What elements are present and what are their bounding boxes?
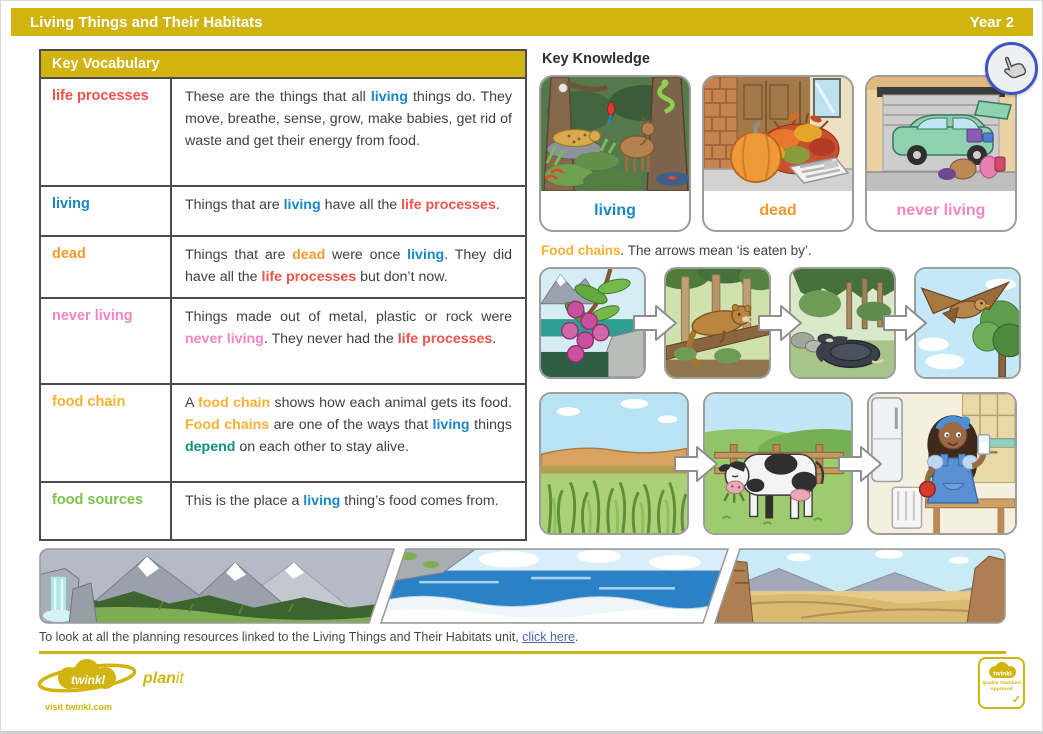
vocab-row-life-processes — [41, 79, 525, 185]
planit-wordmark: planit — [143, 670, 184, 687]
note-text: To look at all the planning resources linked to the Living Things and Their Habitats unit, — [39, 630, 523, 644]
twinkl-planit-logo — [37, 656, 247, 716]
card-label-dead: dead — [759, 201, 797, 219]
year-badge: Year 2 — [969, 13, 1014, 31]
vocab-row-food-sources — [41, 481, 525, 539]
rainforest-living-illustration — [541, 77, 689, 191]
vocab-row-food-chain — [41, 383, 525, 481]
card-dead — [702, 75, 854, 232]
card-label-never-living: never living — [896, 201, 986, 219]
bird-of-prey-illustration — [914, 267, 1021, 379]
food-chain-1 — [539, 267, 1021, 379]
grass-field-illustration — [539, 392, 689, 535]
cursor-overlay — [985, 42, 1038, 95]
vocab-row-never-living — [41, 297, 525, 383]
vocab-definition: Things made out of metal, plastic or rock were never living. They never had the life processes. — [185, 309, 512, 347]
vocab-definition: Things that are dead were once living. They did have all the life processes but don’t now. — [185, 247, 512, 285]
key-knowledge-heading: Key Knowledge — [542, 51, 650, 67]
desert-habitat-illustration — [715, 548, 1006, 624]
quality-standard-badge — [978, 657, 1025, 709]
card-label-living: living — [594, 201, 636, 219]
planning-resources-note — [39, 630, 578, 644]
food-chain-2 — [539, 392, 1017, 535]
is-eaten-by-arrow — [757, 303, 803, 343]
page-title: Living Things and Their Habitats — [30, 13, 263, 31]
click-here-link[interactable]: click here — [522, 630, 575, 644]
vocab-term: life processes — [41, 79, 172, 185]
badge-check-icon: ✓ — [1011, 694, 1021, 706]
note-period: . — [574, 630, 579, 644]
card-never-living — [865, 75, 1017, 232]
is-eaten-by-arrow — [673, 444, 719, 484]
card-living — [539, 75, 691, 232]
vocab-definition: These are the things that all living things do. They move, breathe, sense, grow, make babies, get rid of waste and get their energy from food. — [185, 89, 512, 149]
title-bar — [11, 8, 1033, 36]
snake-illustration — [789, 267, 896, 379]
svg-text:twinkl: twinkl — [992, 670, 1012, 678]
svg-text:twinkl: twinkl — [70, 673, 106, 687]
vocab-row-dead — [41, 235, 525, 297]
vocab-term: food chain — [41, 385, 172, 481]
is-eaten-by-arrow — [837, 444, 883, 484]
vocab-term: living — [41, 187, 172, 235]
key-knowledge-cards — [539, 75, 1017, 232]
key-vocabulary-table — [39, 49, 527, 541]
footer-divider — [39, 651, 1006, 654]
vocab-definition: A food chain shows how each animal gets its food. Food chains are one of the ways that living things depend on each other to stay alive. — [185, 395, 512, 455]
habitats-strip — [39, 548, 1006, 624]
visit-twinkl-tagline: visit twinkl.com — [45, 702, 113, 712]
twinkl-cloud-icon — [37, 656, 141, 700]
vocab-definition: This is the place a living thing’s food comes from. — [185, 493, 499, 509]
car-in-garage-illustration — [867, 77, 1015, 191]
vocab-row-living — [41, 185, 525, 235]
dead-leaves-pumpkin-illustration — [704, 77, 852, 191]
badge-line-1: Quality Standard — [982, 681, 1021, 686]
child-eating-drinking-illustration — [867, 392, 1017, 535]
vocab-term: never living — [41, 299, 172, 383]
hand-pointer-icon — [996, 53, 1028, 85]
cow-illustration — [703, 392, 853, 535]
badge-line-2: Approved — [990, 686, 1013, 692]
vocab-term: dead — [41, 237, 172, 297]
food-chains-caption: Food chains. The arrows mean ‘is eaten by’. — [541, 243, 812, 258]
vocab-definition: Things that are living have all the life processes. — [185, 197, 500, 213]
sea-habitat-illustration — [381, 548, 729, 624]
vocab-term: food sources — [41, 483, 172, 539]
twinkl-badge-cloud-icon — [985, 661, 1019, 681]
is-eaten-by-arrow — [882, 303, 928, 343]
berries-illustration — [539, 267, 646, 379]
pine-marten-illustration — [664, 267, 771, 379]
is-eaten-by-arrow — [632, 303, 678, 343]
key-vocabulary-header: Key Vocabulary — [41, 51, 525, 79]
mountains-habitat-illustration — [39, 548, 399, 624]
